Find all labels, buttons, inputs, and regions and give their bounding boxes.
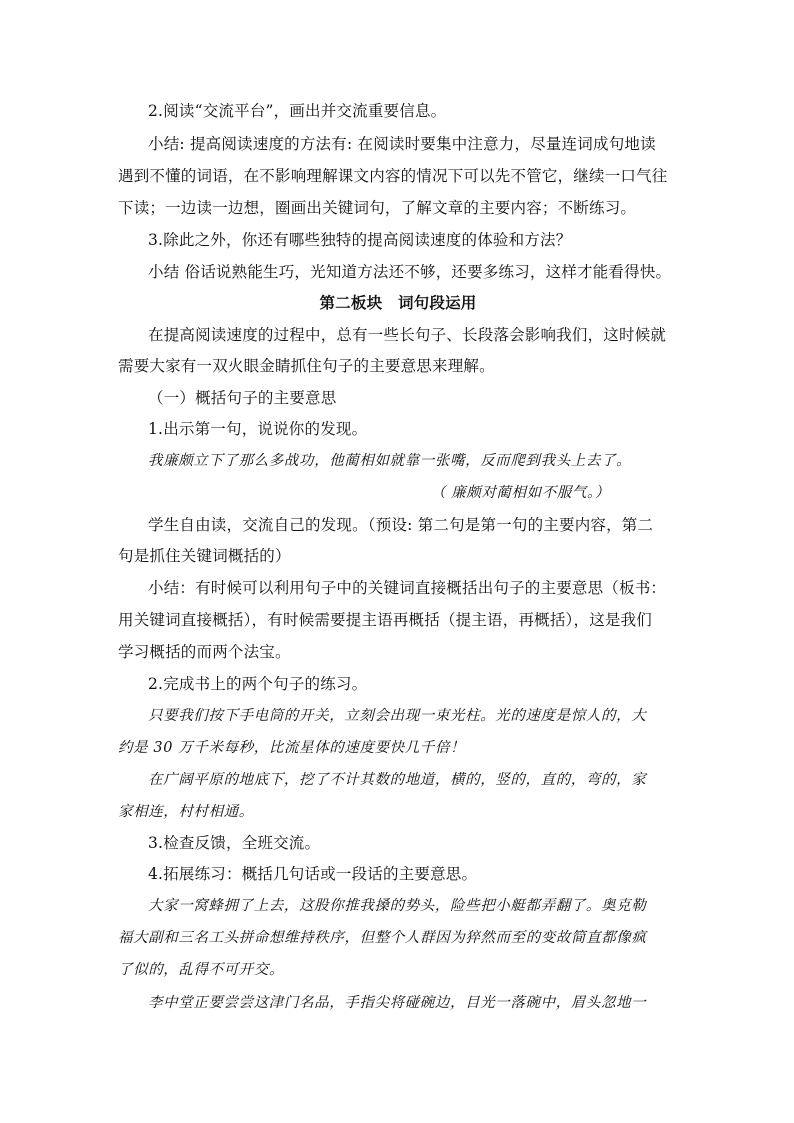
example-sentence-2a: 只要我们按下手电筒的开关，立刻会出现一束光柱。光的速度是惊人的，大 — [148, 708, 647, 724]
text-line-19: 2.完成书上的两个句子的练习。 — [148, 675, 368, 693]
text-line-9: 需要大家有一双火眼金睛抓住句子的主要意思来理解。 — [118, 357, 495, 375]
example-sentence-3b: 家相连，村村相通。 — [118, 804, 254, 820]
text-line-6: 小结 俗话说熟能生巧，光知道方法还不够，还要多练习，这样才能看得快。 — [148, 263, 672, 281]
text-line-14: 学生自由读，交流自己的发现。（预设: 第二句是第一句的主要内容，第二 — [148, 516, 654, 534]
example-paragraph-1b: 福大副和三名工头拼命想维持秩序，但整个人群因为猝然而至的变故简直都像疯 — [118, 930, 647, 946]
example-sentence-1: 我廉颇立下了那么多战功，他蔺相如就靠一张嘴，反而爬到我头上去了。 — [148, 453, 632, 469]
example-paragraph-2a: 李中堂正要尝尝这津门名品，手指尖将碰碗边，目光一落碗中，眉头忽地一 — [148, 995, 647, 1011]
example-paragraph-1a: 大家一窝蜂拥了上去，这股你推我搡的势头，险些把小艇都弄翻了。奥克勒 — [148, 898, 647, 914]
example-paragraph-1c: 了似的，乱得不可开交。 — [118, 962, 285, 978]
text-line-1: 2.阅读“交流平台”，画出并交流重要信息。 — [148, 102, 447, 120]
example-sentence-2b: 约是 30 万千米每秒，比流星体的速度要快几千倍！ — [118, 740, 466, 756]
text-line-8: 在提高阅读速度的过程中，总有一些长句子、长段落会影响我们，这时候就 — [148, 326, 667, 344]
example-sentence-3a: 在广阔平原的地底下，挖了不计其数的地道，横的，竖的，直的，弯的，家 — [148, 772, 647, 788]
text-line-5: 3.除此之外，你还有哪些独特的提高阅读速度的体验和方法？ — [148, 231, 572, 249]
text-line-25: 4.拓展练习：概括几句话或一段话的主要意思。 — [148, 865, 478, 883]
text-line-17: 用关键词直接概括），有时候需要提主语再概括（提主语，再概括），这是我们 — [118, 611, 653, 629]
text-line-2: 小结: 提高阅读速度的方法有: 在阅读时要集中注意力，尽量连词成句地读 — [148, 135, 656, 153]
text-line-16: 小结：有时候可以利用句子中的关键词直接概括出句子的主要意思（板书： — [148, 579, 667, 597]
section-heading: 第二板块 词句段运用 — [319, 293, 477, 312]
text-line-4: 下读；一边读一边想，圈画出关键词句，了解文章的主要内容；不断练习。 — [118, 199, 637, 217]
text-line-15: 句是抓住关键词概括的） — [118, 547, 291, 565]
text-line-24: 3.检查反馈，全班交流。 — [148, 834, 321, 852]
text-line-3: 遇到不懂的词语，在不影响理解课文内容的情况下可以先不管它，继续一口气往 — [118, 167, 668, 185]
text-line-10: （一）概括句子的主要意思 — [148, 389, 337, 407]
text-line-18: 学习概括的而两个法宝。 — [118, 643, 291, 661]
example-note-1: （ 廉颇对蔺相如不服气。） — [430, 485, 610, 501]
text-line-11: 1.出示第一句，说说你的发现。 — [148, 420, 368, 438]
